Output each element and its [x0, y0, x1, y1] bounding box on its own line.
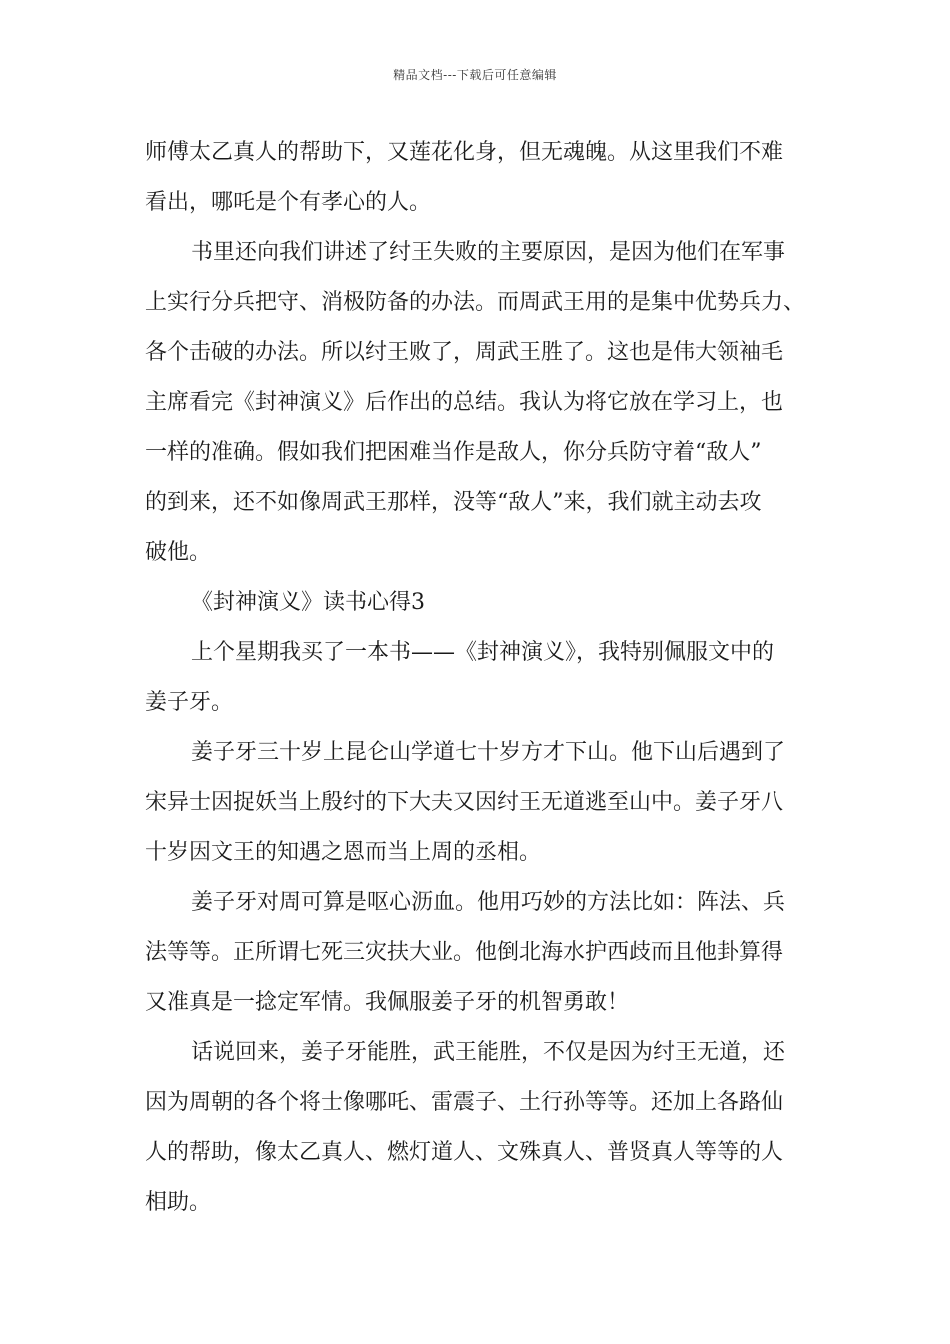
section-heading: 《封神演义》读书心得3 — [191, 590, 425, 615]
text-line: 姜子牙对周可算是呕心沥血。他用巧妙的方法比如：阵法、兵 — [191, 890, 786, 915]
text-line: 话说回来，姜子牙能胜，武王能胜，不仅是因为纣王无道，还 — [191, 1040, 786, 1065]
text-line: 的到来，还不如像周武王那样，没等“敌人”来，我们就主动去攻 — [145, 490, 762, 515]
text-line: 上个星期我买了一本书——《封神演义》，我特别佩服文中的 — [191, 640, 775, 665]
text-line: 又准真是一捻定军情。我佩服姜子牙的机智勇敢！ — [145, 990, 630, 1015]
text-line: 看出，哪吒是个有孝心的人。 — [145, 190, 432, 215]
text-line: 人的帮助，像太乙真人、燃灯道人、文殊真人、普贤真人等等的人 — [145, 1140, 784, 1165]
text-line: 上实行分兵把守、消极防备的办法。而周武王用的是集中优势兵力、 — [145, 290, 806, 315]
text-line: 因为周朝的各个将士像哪吒、雷震子、土行孙等等。还加上各路仙 — [145, 1090, 784, 1115]
text-line: 各个击破的办法。所以纣王败了，周武王胜了。这也是伟大领袖毛 — [145, 340, 784, 365]
text-line: 一样的准确。假如我们把困难当作是敌人，你分兵防守着“敌人” — [145, 440, 762, 465]
text-line: 姜子牙三十岁上昆仑山学道七十岁方才下山。他下山后遇到了 — [191, 740, 786, 765]
text-line: 相助。 — [145, 1190, 212, 1215]
text-line: 十岁因文王的知遇之恩而当上周的丞相。 — [145, 840, 542, 865]
text-line: 法等等。正所谓七死三灾扶大业。他倒北海水护西歧而且他卦算得 — [145, 940, 784, 965]
text-line: 破他。 — [145, 540, 212, 565]
page-header: 精品文档---下载后可任意编辑 — [393, 68, 557, 82]
text-line: 宋异士因捉妖当上殷纣的下大夫又因纣王无道逃至山中。姜子牙八 — [145, 790, 784, 815]
text-line: 师傅太乙真人的帮助下，又莲花化身，但无魂魄。从这里我们不难 — [145, 140, 784, 165]
text-line: 书里还向我们讲述了纣王失败的主要原因，是因为他们在军事 — [191, 240, 786, 265]
document-body — [145, 128, 835, 1228]
text-line: 主席看完《封神演义》后作出的总结。我认为将它放在学习上，也 — [145, 390, 784, 415]
text-line: 姜子牙。 — [145, 690, 234, 715]
